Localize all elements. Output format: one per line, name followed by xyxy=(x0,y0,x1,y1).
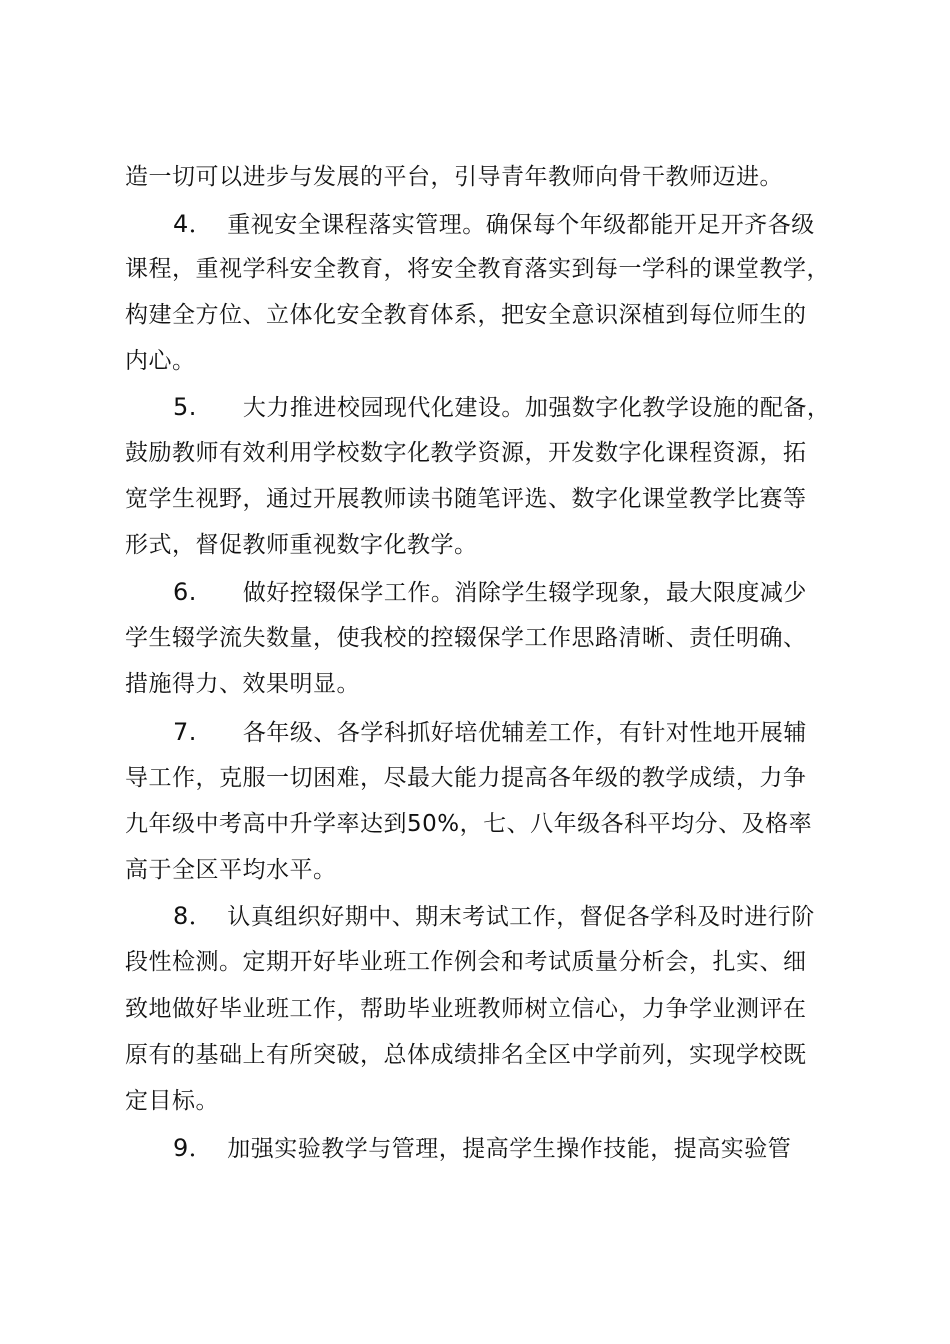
text-line: 认真组织好期中、期末考试工作，督促各学科及时进行阶 xyxy=(227,904,815,930)
text-line: 课程，重视学科安全教育，将安全教育落实到每一学科的课堂教学， xyxy=(125,256,830,282)
text-line: 学生辍学流失数量，使我校的控辍保学工作思路清晰、责任明确、 xyxy=(125,625,807,651)
text-line: 原有的基础上有所突破，总体成绩排名全区中学前列，实现学校既 xyxy=(125,1042,807,1068)
text-line: 各年级、各学科抓好培优辅差工作，有针对性地开展辅 xyxy=(242,720,807,746)
text-line: 段性检测。定期开好毕业班工作例会和考试质量分析会，扎实、细 xyxy=(125,949,807,975)
text-line: 重视安全课程落实管理。确保每个年级都能开足开齐各级 xyxy=(227,212,815,238)
text-line: 大力推进校园现代化建设。加强数字化教学设施的配备， xyxy=(242,395,831,421)
text-line: 导工作，克服一切困难，尽最大能力提高各年级的教学成绩，力争 xyxy=(125,765,807,791)
text-line: 定目标。 xyxy=(125,1088,219,1114)
text-line: 形式，督促教师重视数字化教学。 xyxy=(125,532,478,558)
numbered-item-6 xyxy=(173,574,807,610)
item-number: 5. xyxy=(173,393,197,421)
text-line: 做好控辍保学工作。消除学生辍学现象，最大限度减少 xyxy=(242,580,807,606)
text-line: 鼓励教师有效利用学校数字化教学资源，开发数字化课程资源，拓 xyxy=(125,440,807,466)
text-line: 内心。 xyxy=(125,348,196,374)
text-line: 九年级中考高中升学率达到50%，七、八年级各科平均分、及格率 xyxy=(125,811,813,837)
numbered-item-8 xyxy=(173,898,815,934)
item-number: 8． xyxy=(173,902,214,930)
item-number: 6. xyxy=(173,578,197,606)
text-line: 措施得力、效果明显。 xyxy=(125,671,360,697)
text-line: 造一切可以进步与发展的平台，引导青年教师向骨干教师迈进。 xyxy=(125,164,783,190)
text-line: 加强实验教学与管理，提高学生操作技能，提高实验管 xyxy=(227,1136,792,1162)
item-number: 7. xyxy=(173,718,197,746)
text-line: 致地做好毕业班工作，帮助毕业班教师树立信心，力争学业测评在 xyxy=(125,996,807,1022)
item-number: 9． xyxy=(173,1134,214,1162)
numbered-item-5 xyxy=(173,389,830,425)
item-number: 4． xyxy=(173,210,214,238)
text-line: 宽学生视野，通过开展教师读书随笔评选、数字化课堂教学比赛等 xyxy=(125,486,807,512)
numbered-item-9 xyxy=(173,1130,791,1166)
text-line: 构建全方位、立体化安全教育体系，把安全意识深植到每位师生的 xyxy=(125,302,807,328)
numbered-item-7 xyxy=(173,714,807,750)
numbered-item-4 xyxy=(173,206,815,242)
text-line: 高于全区平均水平。 xyxy=(125,857,337,883)
